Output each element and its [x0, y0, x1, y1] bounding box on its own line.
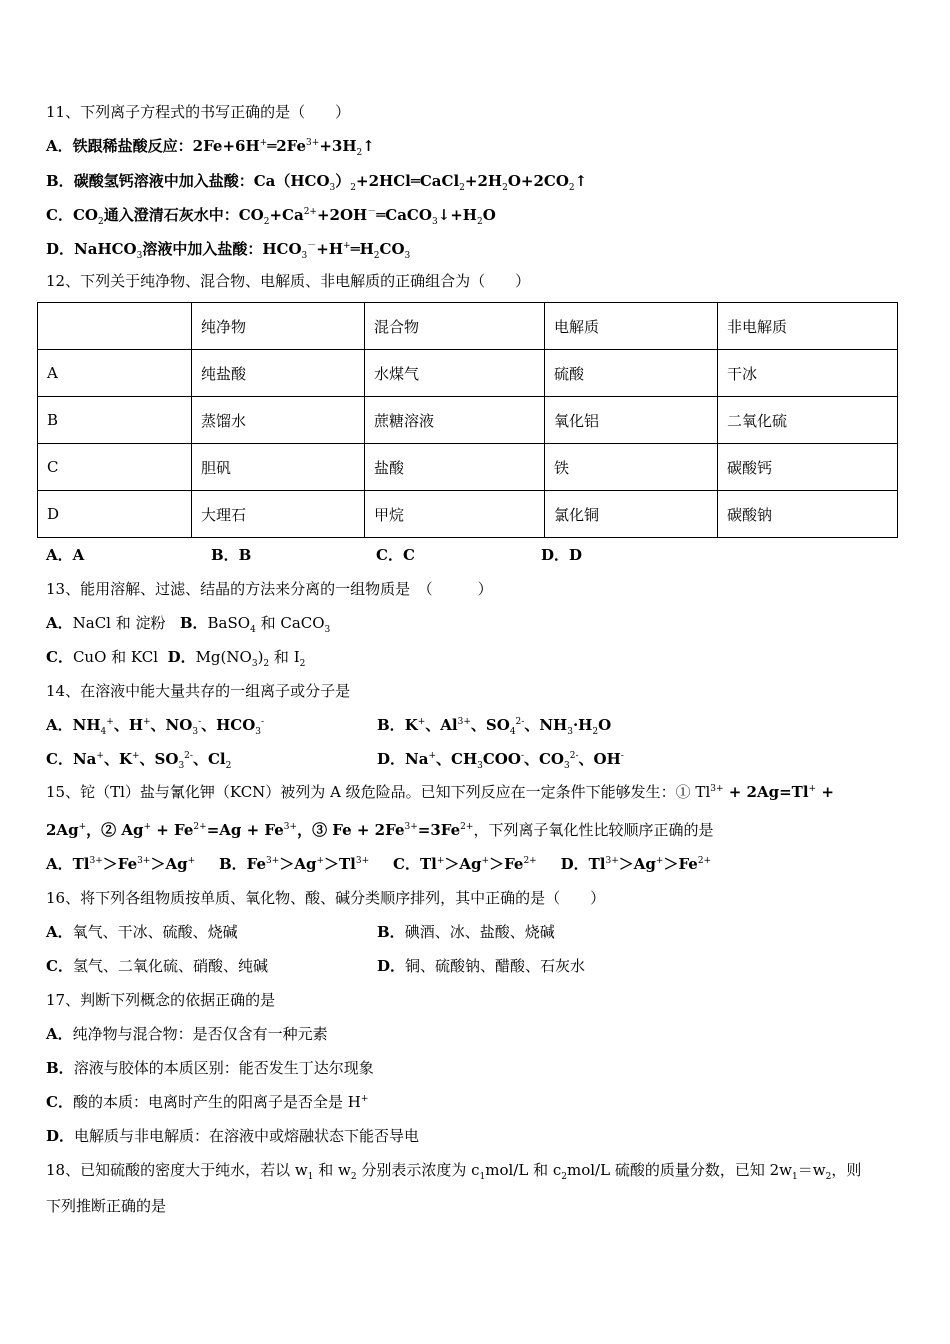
q14-b-sub: 4	[509, 727, 516, 737]
q11-b-text: ↑	[574, 172, 588, 190]
q15-a-label: A．	[46, 855, 73, 873]
q15-c-sup: +	[436, 856, 445, 866]
q15-sup: +	[143, 822, 152, 832]
table-cell: D	[38, 491, 192, 538]
q15-b-sup: +	[316, 856, 325, 866]
table-cell: 干冰	[718, 350, 898, 397]
q14-d-text: 、CO	[523, 750, 564, 768]
q11-b-sub: 2	[502, 183, 508, 193]
q17-c-sup: +	[360, 1094, 369, 1104]
q17-a-text: 纯净物与混合物：是否仅含有一种元素	[72, 1025, 328, 1043]
q15-d-label: D．	[560, 855, 589, 873]
table-cell: 蔗糖溶液	[365, 397, 545, 444]
table-cell: 氧化铝	[545, 397, 718, 444]
q14-b-text: K	[404, 716, 418, 734]
q17-d-label: D．	[46, 1127, 75, 1145]
q11-a-sup: 3+	[306, 138, 320, 148]
q16-b-label: B．	[377, 923, 405, 941]
q11-d-sup: +	[343, 241, 351, 251]
q11-d-sub: 3	[404, 251, 411, 261]
q11-d-label: D．	[46, 240, 75, 258]
q15-d-text: ＞Ag	[618, 855, 656, 873]
q18-stem-text: 分别表示浓度为 c	[356, 1161, 480, 1179]
q15-stem-line2	[46, 820, 713, 840]
q13-b-text: 和 CaCO	[255, 614, 325, 632]
q11-a-text: ↑	[362, 137, 375, 155]
q15-stem-text: 2Ag	[46, 821, 79, 839]
table-header-cell: 非电解质	[718, 303, 898, 350]
q18-stem-text: ，则	[831, 1161, 862, 1179]
q14-b-text: 、SO	[470, 716, 510, 734]
q14-option-d	[377, 749, 624, 769]
q11-c-sub: 2	[263, 217, 270, 227]
q14-c-sub: 2	[225, 761, 232, 771]
q14-a-text: 、HCO	[201, 716, 256, 734]
table-cell: 硫酸	[545, 350, 718, 397]
q14-option-b	[377, 715, 611, 735]
q12-option-b: B．B	[211, 546, 252, 564]
q16-options-cd	[46, 956, 906, 976]
q13-b-sub: 4	[250, 625, 256, 635]
q18-stem-text: mol/L 硫酸的质量分数，已知 2w	[567, 1161, 792, 1179]
q11-option-d	[46, 239, 410, 259]
q13-stem-text: 13、能用溶解、过滤、结晶的方法来分离的一组物质是 （ ）	[46, 580, 493, 598]
q14-c-label: C．	[46, 750, 73, 768]
q14-stem	[46, 681, 350, 701]
q16-a-text: 氧气、干冰、硫酸、烧碱	[72, 923, 238, 941]
q15-d-text: Tl	[588, 855, 606, 873]
table-row	[38, 491, 898, 538]
q14-options-ab	[46, 715, 906, 735]
q15-sup: +	[808, 784, 817, 794]
table-cell: 蒸馏水	[192, 397, 365, 444]
q17-d-text: 电解质与非电解质：在溶液中或熔融状态下能否导电	[74, 1127, 420, 1145]
q13-options-ab	[46, 613, 330, 633]
q14-d-text: 、OH	[578, 750, 621, 768]
q12-stem	[46, 271, 530, 291]
table-header-cell: 混合物	[365, 303, 545, 350]
q15-c-label: C．	[393, 855, 420, 873]
q14-options-cd	[46, 749, 906, 769]
q17-option-c	[46, 1092, 368, 1112]
q18-stem-text: mol/L 和 c	[485, 1161, 562, 1179]
table-cell: 水煤气	[365, 350, 545, 397]
q17-stem	[46, 990, 275, 1010]
table-cell: 盐酸	[365, 444, 545, 491]
q14-b-sub: 2	[592, 727, 599, 737]
q15-a-text: ＞Fe	[102, 855, 138, 873]
q15-stem-text: + Fe	[151, 821, 194, 839]
q14-d-sup: -	[620, 751, 624, 761]
table-cell: 碳酸钠	[718, 491, 898, 538]
q15-stem-text: =Ag + Fe	[206, 821, 284, 839]
q15-b-label: B．	[218, 855, 247, 873]
table-cell: 纯盐酸	[192, 350, 365, 397]
q11-c-sup: 2+	[303, 207, 317, 217]
q14-c-sup: +	[96, 751, 104, 761]
q12-options	[46, 545, 582, 565]
q14-b-label: B．	[377, 716, 405, 734]
q11-b-sub: 2	[350, 183, 357, 193]
q16-options-ab	[46, 922, 906, 942]
q18-stem-line1	[46, 1160, 861, 1180]
q11-b-text: 碳酸氢钙溶液中加入盐酸：Ca（HCO	[73, 172, 330, 190]
q15-sup: 3+	[710, 784, 724, 794]
table-cell: 大理石	[192, 491, 365, 538]
q12-option-a: A．A	[46, 546, 85, 564]
q14-c-sub: 3	[178, 761, 185, 771]
q11-d-sub: 3	[301, 251, 308, 261]
q11-d-text: ═H	[350, 240, 374, 258]
q11-c-sup: －	[367, 207, 377, 217]
q13-d-sub: 3	[251, 659, 258, 669]
q12-table	[37, 302, 898, 538]
q11-a-label: A．	[46, 137, 73, 155]
q16-stem-text: 16、将下列各组物质按单质、氧化物、酸、碱分类顺序排列，其中正确的是（ ）	[46, 889, 606, 907]
q16-c-text: 氢气、二氧化硫、硝酸、纯碱	[72, 957, 268, 975]
q15-b-text: ＞Ag	[279, 855, 317, 873]
q18-stem-text: ＝w	[797, 1161, 826, 1179]
q13-d-text: 和 I	[269, 648, 300, 666]
q12-stem-text: 12、下列关于纯净物、混合物、电解质、非电解质的正确组合为（ ）	[46, 272, 531, 290]
q15-stem-text: ，② Ag	[86, 821, 144, 839]
table-cell: 碳酸钙	[718, 444, 898, 491]
q14-c-sup: 2-	[184, 751, 193, 761]
q13-c-text: CuO 和 KCl	[72, 648, 159, 666]
q14-a-sup: +	[106, 717, 114, 727]
q11-d-sub: 2	[373, 251, 380, 261]
q11-stem-text: 11、下列离子方程式的书写正确的是（ ）	[46, 103, 351, 121]
q15-a-text: Tl	[72, 855, 90, 873]
q15-b-sup: 3+	[266, 856, 280, 866]
q15-options	[46, 854, 711, 874]
q14-d-sup: +	[428, 751, 436, 761]
table-header-row	[38, 303, 898, 350]
q17-b-label: B．	[46, 1059, 74, 1077]
q14-b-text: O	[598, 716, 612, 734]
q15-a-sup: 3+	[137, 856, 151, 866]
q14-c-text: 、Cl	[192, 750, 226, 768]
q13-c-label: C．	[46, 648, 73, 666]
q14-a-text: 、H	[113, 716, 143, 734]
q14-b-sub: 3	[567, 727, 573, 737]
q11-c-text: CO	[72, 206, 98, 224]
q15-a-sup: +	[187, 856, 196, 866]
q14-d-text: COO	[482, 750, 521, 768]
table-row	[38, 444, 898, 491]
q14-b-text: 、NH	[524, 716, 568, 734]
table-row	[38, 397, 898, 444]
q16-d-label: D．	[377, 957, 406, 975]
q14-d-sup: -	[520, 751, 524, 761]
q15-b-sup: 3+	[355, 856, 370, 866]
q14-d-sup: 2-	[569, 751, 579, 761]
q17-c-label: C．	[46, 1093, 73, 1111]
q18-sub: 2	[825, 1172, 832, 1182]
q14-a-text: 、NO	[150, 716, 193, 734]
q15-a-text: ＞Ag	[150, 855, 188, 873]
q11-c-text: +Ca	[269, 206, 304, 224]
q17-a-label: A．	[46, 1025, 73, 1043]
q11-option-c	[46, 205, 496, 225]
q14-a-text: NH	[72, 716, 101, 734]
q14-d-text: 、CH	[436, 750, 478, 768]
q15-stem-text: ，下列离子氧化性比较顺序正确的是	[473, 821, 714, 839]
q13-d-text: )	[257, 648, 264, 666]
q11-d-text: 溶液中加入盐酸：HCO	[142, 240, 302, 258]
q17-option-a	[46, 1024, 328, 1044]
q11-option-a	[46, 136, 375, 156]
q11-c-label: C．	[46, 206, 73, 224]
q18-sub: 2	[561, 1172, 567, 1182]
q14-c-sup: +	[131, 751, 140, 761]
q17-b-text: 溶液与胶体的本质区别：能否发生丁达尔现象	[73, 1059, 374, 1077]
q13-d-sub: 2	[299, 659, 306, 669]
q11-b-text: +2H	[464, 172, 503, 190]
q18-sub: 2	[350, 1172, 357, 1182]
q11-d-sup: －	[307, 241, 317, 251]
q11-c-text: 通入澄清石灰水中：CO	[103, 206, 264, 224]
q16-c-label: C．	[46, 957, 73, 975]
q16-a-label: A．	[46, 923, 73, 941]
table-cell: 二氧化硫	[718, 397, 898, 444]
q16-d-text: 铜、硫酸钠、醋酸、石灰水	[405, 957, 586, 975]
q11-b-sub: 3	[329, 183, 336, 193]
q14-b-sup: +	[417, 717, 426, 727]
table-cell: 铁	[545, 444, 718, 491]
q11-b-label: B．	[46, 172, 74, 190]
q18-stem-text: 18、已知硫酸的密度大于纯水，若以 w	[46, 1161, 308, 1179]
q13-b-text: BaSO	[207, 614, 251, 632]
q11-c-text: ═CaCO	[376, 206, 432, 224]
q13-a-label: A．	[46, 614, 73, 632]
q14-d-label: D．	[377, 750, 406, 768]
q15-stem-text: =3Fe	[417, 821, 461, 839]
q16-b-text: 碘酒、冰、盐酸、烧碱	[404, 923, 555, 941]
table-header-cell: 纯净物	[192, 303, 365, 350]
q13-a-text: NaCl 和 淀粉	[72, 614, 166, 632]
table-cell: C	[38, 444, 192, 491]
q14-d-sub: 3	[564, 761, 570, 771]
q17-c-text: 酸的本质：电离时产生的阳离子是否全是 H	[72, 1093, 361, 1111]
q15-d-sup: 2+	[697, 856, 712, 866]
q11-d-sub: 3	[136, 251, 143, 261]
q14-a-sup: -	[198, 717, 202, 727]
q11-c-text: O	[482, 206, 496, 224]
q15-stem-text: + 2Ag=Tl	[723, 783, 809, 801]
q15-c-text: ＞Ag	[444, 855, 482, 873]
q14-b-text: ·H	[572, 716, 593, 734]
q14-c-text: 、K	[103, 750, 132, 768]
q13-d-sub: 2	[263, 659, 270, 669]
q15-stem-text: +	[816, 783, 834, 801]
q15-d-text: ＞Fe	[663, 855, 698, 873]
q15-sup: +	[78, 822, 87, 832]
q15-c-text: ＞Fe	[489, 855, 524, 873]
q15-stem-line1	[46, 782, 834, 802]
q11-option-b	[46, 171, 587, 191]
q14-a-sub: 4	[100, 727, 107, 737]
table-cell: B	[38, 397, 192, 444]
table-cell: 甲烷	[365, 491, 545, 538]
q15-sup: 3+	[404, 822, 418, 832]
q15-c-text: Tl	[419, 855, 437, 873]
q15-sup: 2+	[460, 822, 474, 832]
q11-d-text: CO	[379, 240, 405, 258]
table-cell: 氯化铜	[545, 491, 718, 538]
q14-b-sup: 2-	[515, 717, 525, 727]
q13-b-label: B．	[179, 614, 208, 632]
table-row	[38, 350, 898, 397]
q15-b-text: Fe	[246, 855, 267, 873]
q17-option-b	[46, 1058, 374, 1078]
q13-options-cd	[46, 647, 305, 667]
q12-option-c: C．C	[376, 546, 415, 564]
table-header-cell	[38, 303, 192, 350]
q15-b-text: ＞Tl	[324, 855, 356, 873]
q15-d-sup: 3+	[605, 856, 619, 866]
q11-b-sub: 2	[568, 183, 575, 193]
q11-c-text: +2OH	[316, 206, 368, 224]
table-cell: A	[38, 350, 192, 397]
q15-sup: 2+	[193, 822, 207, 832]
q14-a-sub: 3	[255, 727, 262, 737]
q11-b-sub: 2	[459, 183, 465, 193]
q16-option-d	[377, 956, 585, 976]
q14-c-text: 、SO	[139, 750, 179, 768]
q11-d-text: +H	[316, 240, 344, 258]
q18-stem-text: 下列推断正确的是	[46, 1197, 167, 1215]
q11-c-sub: 2	[97, 217, 104, 227]
q15-stem-text: ，③ Fe + 2Fe	[297, 821, 405, 839]
q16-option-b	[377, 922, 555, 942]
table-cell: 胆矾	[192, 444, 365, 491]
q14-b-sup: 3+	[457, 717, 471, 727]
q11-a-sub: 2	[356, 148, 363, 158]
q15-c-sup: 2+	[523, 856, 537, 866]
q13-b-sub: 3	[324, 625, 331, 635]
q13-d-text: Mg(NO	[195, 648, 252, 666]
q11-c-sub: 3	[431, 217, 438, 227]
q14-d-sub: 3	[477, 761, 483, 771]
q14-c-text: Na	[72, 750, 97, 768]
q15-stem-text: 15、铊（Tl）盐与氰化钾（KCN）被列为 A 级危险品。已知下列反应在一定条件下能够发生：① Tl	[46, 783, 711, 801]
q11-b-text: +2HCl═CaCl	[356, 172, 460, 190]
q11-b-text: ）	[335, 172, 351, 190]
q11-a-text: 铁跟稀盐酸反应：2Fe+6H	[72, 137, 260, 155]
q11-a-text: ═2Fe	[267, 137, 307, 155]
q17-option-d	[46, 1126, 419, 1146]
q18-sub: 1	[479, 1172, 486, 1182]
q11-c-sub: 2	[476, 217, 483, 227]
q14-d-text: Na	[405, 750, 429, 768]
q11-c-text: ↓+H	[437, 206, 477, 224]
table-header-cell: 电解质	[545, 303, 718, 350]
q11-d-text: NaHCO	[74, 240, 137, 258]
q17-stem-text: 17、判断下列概念的依据正确的是	[46, 991, 276, 1009]
q14-a-sup: +	[143, 717, 151, 727]
q15-a-sup: 3+	[89, 856, 103, 866]
q11-a-text: +3H	[319, 137, 357, 155]
q14-a-sub: 3	[192, 727, 199, 737]
q16-stem	[46, 888, 605, 908]
q15-c-sup: +	[481, 856, 490, 866]
q11-a-sup: +	[259, 138, 268, 148]
q11-b-text: O+2CO	[507, 172, 569, 190]
q12-option-d: D．D	[541, 546, 583, 564]
q15-d-sup: +	[655, 856, 664, 866]
q18-sub: 1	[792, 1172, 798, 1182]
q13-d-label: D．	[167, 648, 196, 666]
q13-stem	[46, 579, 493, 599]
q18-sub: 1	[307, 1172, 314, 1182]
q15-sup: 3+	[283, 822, 298, 832]
q18-stem-text: 和 w	[313, 1161, 351, 1179]
q14-stem-text: 14、在溶液中能大量共存的一组离子或分子是	[46, 682, 351, 700]
q14-b-text: 、Al	[425, 716, 458, 734]
q14-a-sup: -	[261, 717, 265, 727]
q18-stem-line2	[46, 1196, 166, 1216]
q11-stem	[46, 102, 350, 122]
q14-a-label: A．	[46, 716, 73, 734]
